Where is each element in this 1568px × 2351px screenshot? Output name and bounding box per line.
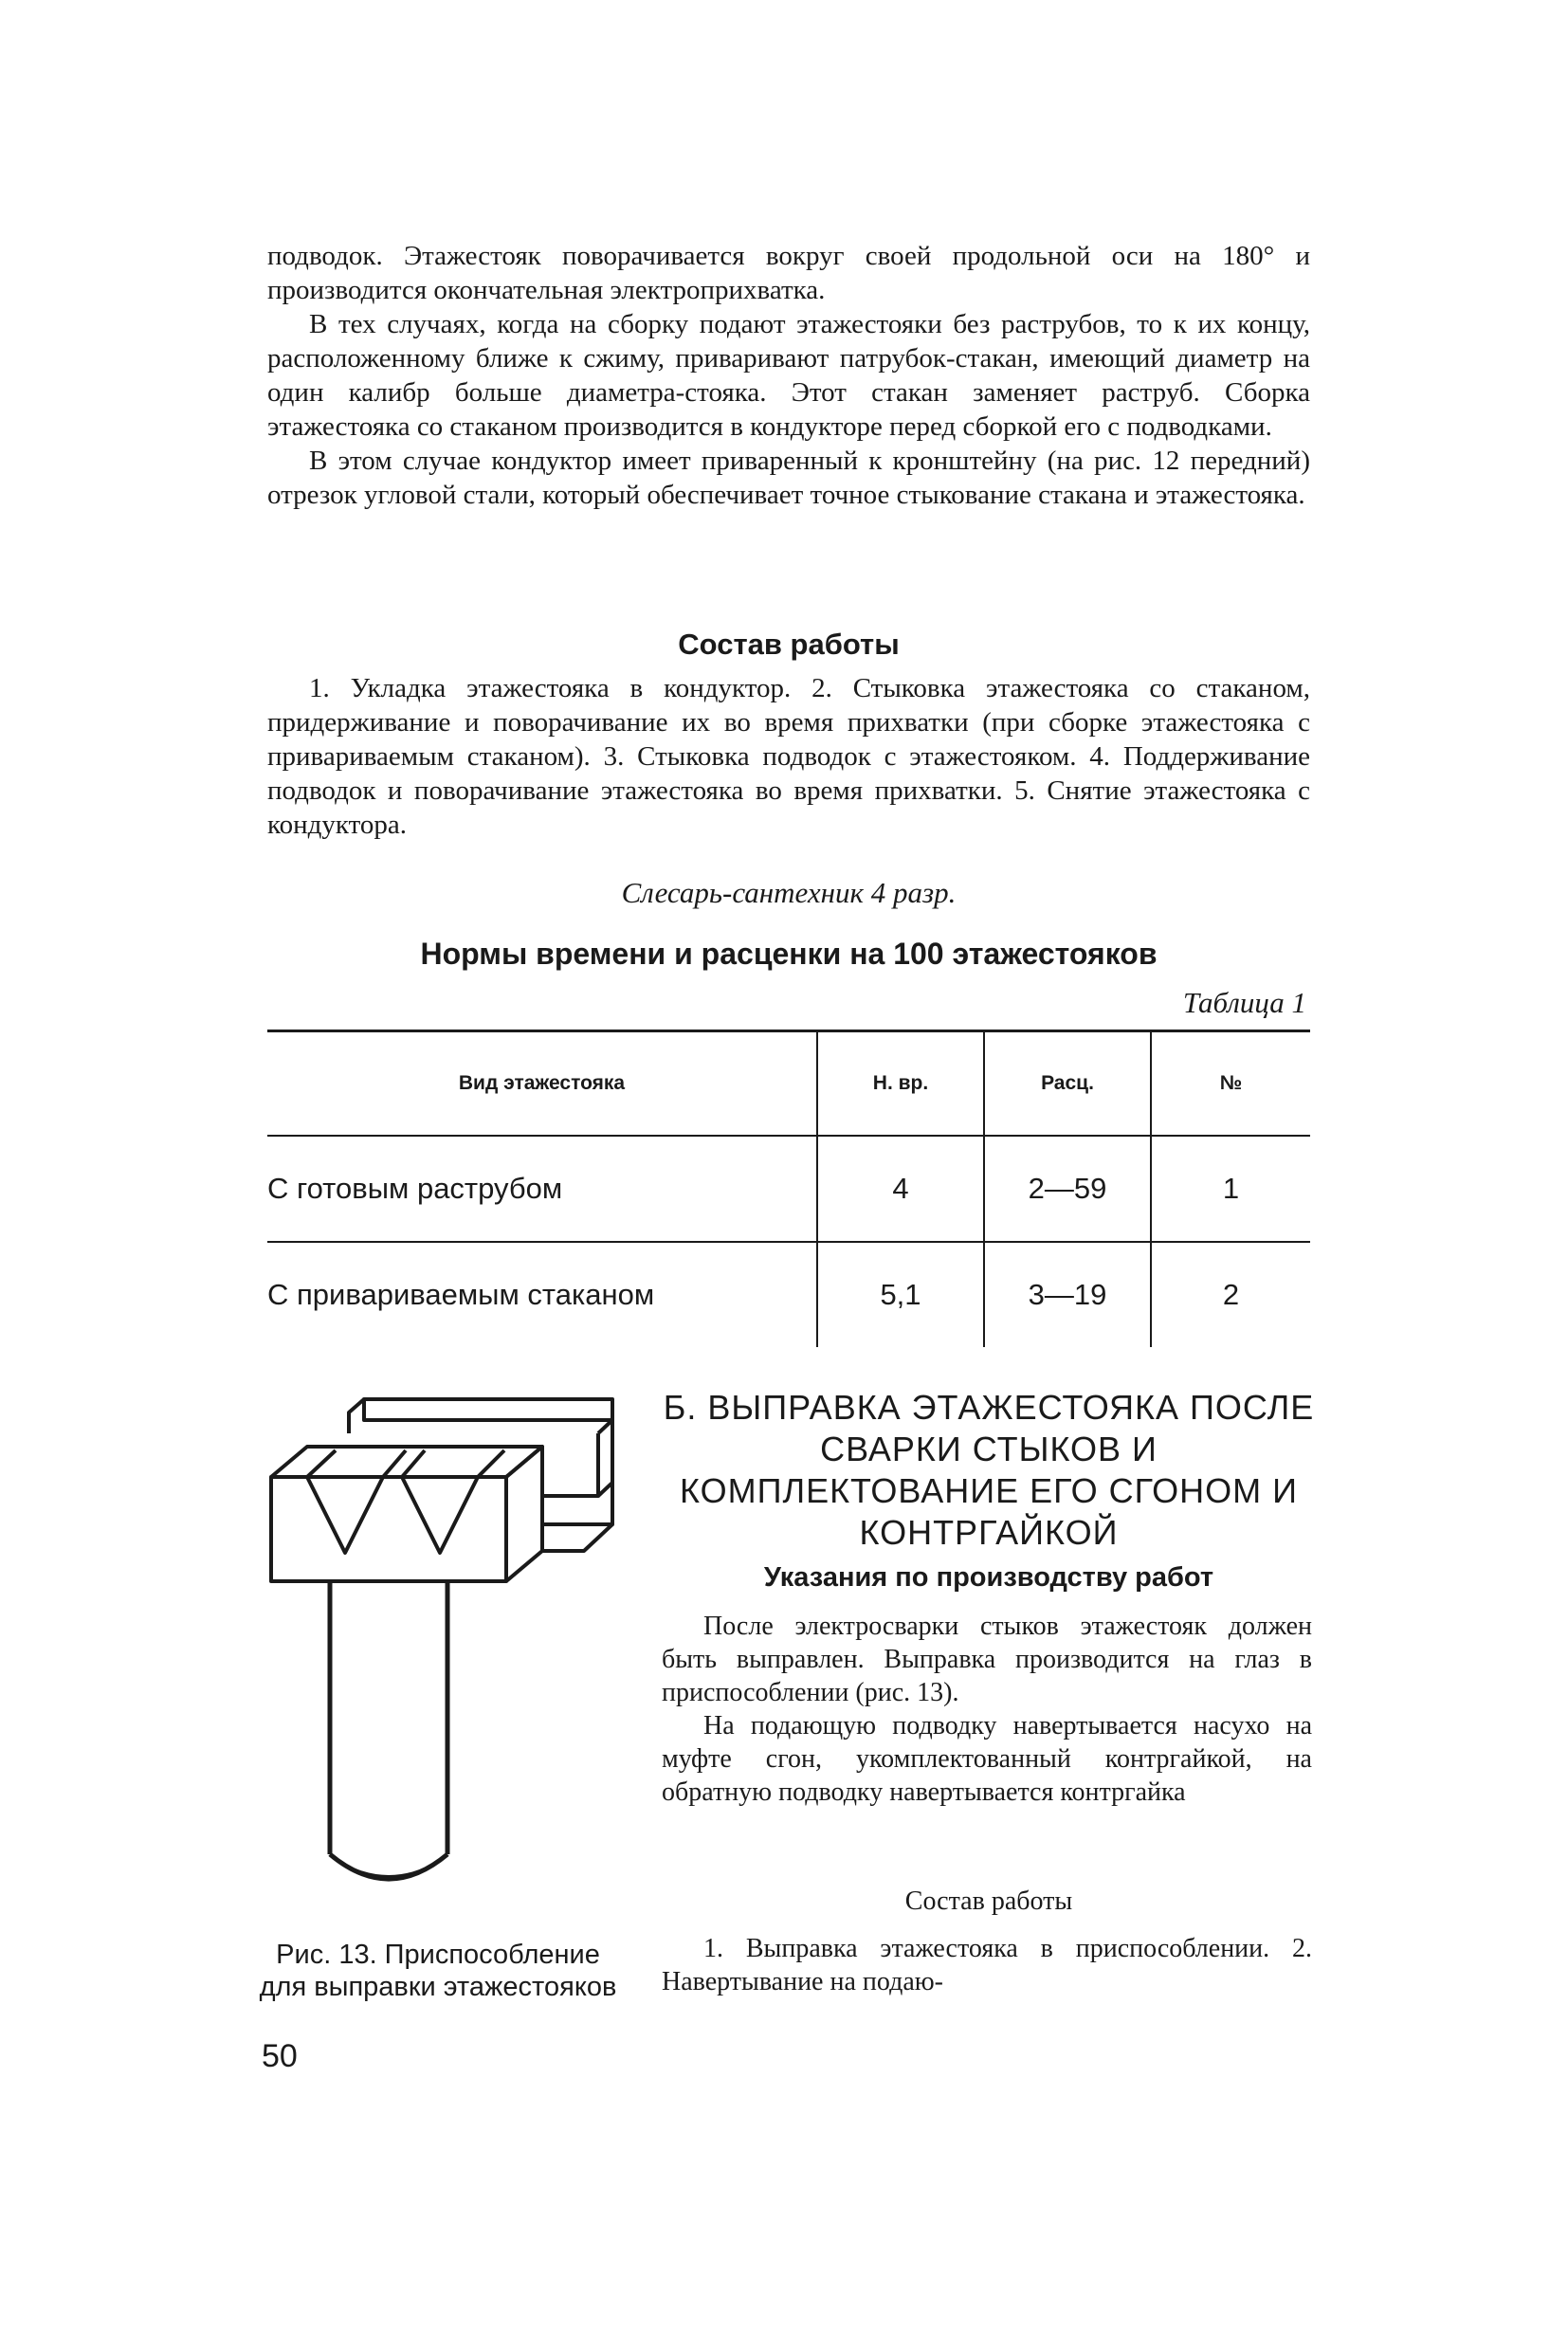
norms-title: Нормы времени и расценки на 100 этажестояков bbox=[420, 937, 1158, 971]
section-b-work-title: Состав работы bbox=[904, 1886, 1073, 1916]
table-row bbox=[267, 1242, 1310, 1347]
section-b-paragraph-1: После электросварки стыков этажестояк должен быть выправлен. Выправка производится на глаз в приспособлении (рис. 13). bbox=[662, 1612, 1312, 1707]
row-price: 3—19 bbox=[984, 1242, 1151, 1347]
straightening-fixture-drawing bbox=[262, 1392, 631, 1923]
row-type: С готовым раструбом bbox=[267, 1136, 817, 1242]
table-label: Таблица 1 bbox=[1182, 986, 1306, 1019]
figure-13 bbox=[262, 1392, 631, 1923]
row-type: С привариваемым стаканом bbox=[267, 1278, 655, 1311]
row-time-norm: 4 bbox=[817, 1136, 984, 1242]
section-b-work-text-block bbox=[662, 1932, 1312, 1998]
figure-caption: Рис. 13. Приспособление для выправки этажестояков bbox=[259, 1940, 617, 2002]
norms-table bbox=[267, 1030, 1310, 1347]
header-number: № bbox=[1151, 1031, 1310, 1137]
header-price: Расц. bbox=[984, 1031, 1151, 1137]
section-b-paragraph-2: На подающую подводку навертывается насухо на муфте сгон, укомплектованный контргайкой, на обратную подводку навертывается контргайка bbox=[662, 1711, 1312, 1807]
section-b-subtitle: Указания по производству работ bbox=[763, 1562, 1214, 1593]
row-number: 2 bbox=[1151, 1242, 1310, 1347]
intro-text bbox=[267, 239, 1310, 512]
section-b-title: Б. ВЫПРАВКА ЭТАЖЕСТОЯКА ПОСЛЕ СВАРКИ СТЫКОВ И КОМПЛЕКТОВАНИЕ ЕГО СГОНОМ И КОНТРГАЙКОЙ bbox=[663, 1388, 1315, 1552]
page-number: 50 bbox=[262, 2038, 298, 2074]
row-time-norm: 5,1 bbox=[817, 1242, 984, 1347]
row-number: 1 bbox=[1151, 1136, 1310, 1242]
section-b-text bbox=[662, 1610, 1312, 1809]
row-price: 2—59 bbox=[984, 1136, 1151, 1242]
intro-paragraph-2: В тех случаях, когда на сборку подают этажестояки без раструбов, то к их концу, расположенному ближе к сжиму, приваривают патрубок-стакан, имеющий диаметр на один калибр больше диаметра-стояка. Этот стакан заменяет раструб. Сборка этажестояка со стаканом производится в кондукторе перед сборкой его с подводками. bbox=[267, 309, 1310, 442]
table-header-row bbox=[267, 1031, 1310, 1137]
header-time-norm: Н. вр. bbox=[817, 1031, 984, 1137]
work-composition-paragraph: 1. Укладка этажестояка в кондуктор. 2. Стыковка этажестояка со стаканом, придерживание и поворачивание их во время прихватки (при сборке этажестояка с привариваемым стаканом). 3. Стыковка подводок с этажестояком. 4. Поддерживание подводок и поворачивание этажестояка во время прихватки. 5. Снятие этажестояка с кондуктора. bbox=[267, 673, 1310, 840]
work-composition-text bbox=[267, 671, 1310, 842]
intro-paragraph-3: В этом случае кондуктор имеет приваренный к кронштейну (на рис. 12 передний) отрезок угловой стали, который обеспечивает точное стыкование стакана и этажестояка. bbox=[267, 446, 1310, 510]
table-row bbox=[267, 1136, 1310, 1242]
worker-qualification: Слесарь-сантехник 4 разр. bbox=[621, 876, 957, 909]
intro-paragraph-1: подводок. Этажестояк поворачивается вокруг своей продольной оси на 180° и производится окончательная электроприхватка. bbox=[267, 241, 1310, 305]
work-composition-heading: Состав работы bbox=[678, 628, 900, 661]
section-b-work-text: 1. Выправка этажестояка в приспособлении. 2. Навертывание на подаю- bbox=[662, 1934, 1312, 1996]
header-type: Вид этажестояка bbox=[267, 1031, 817, 1137]
